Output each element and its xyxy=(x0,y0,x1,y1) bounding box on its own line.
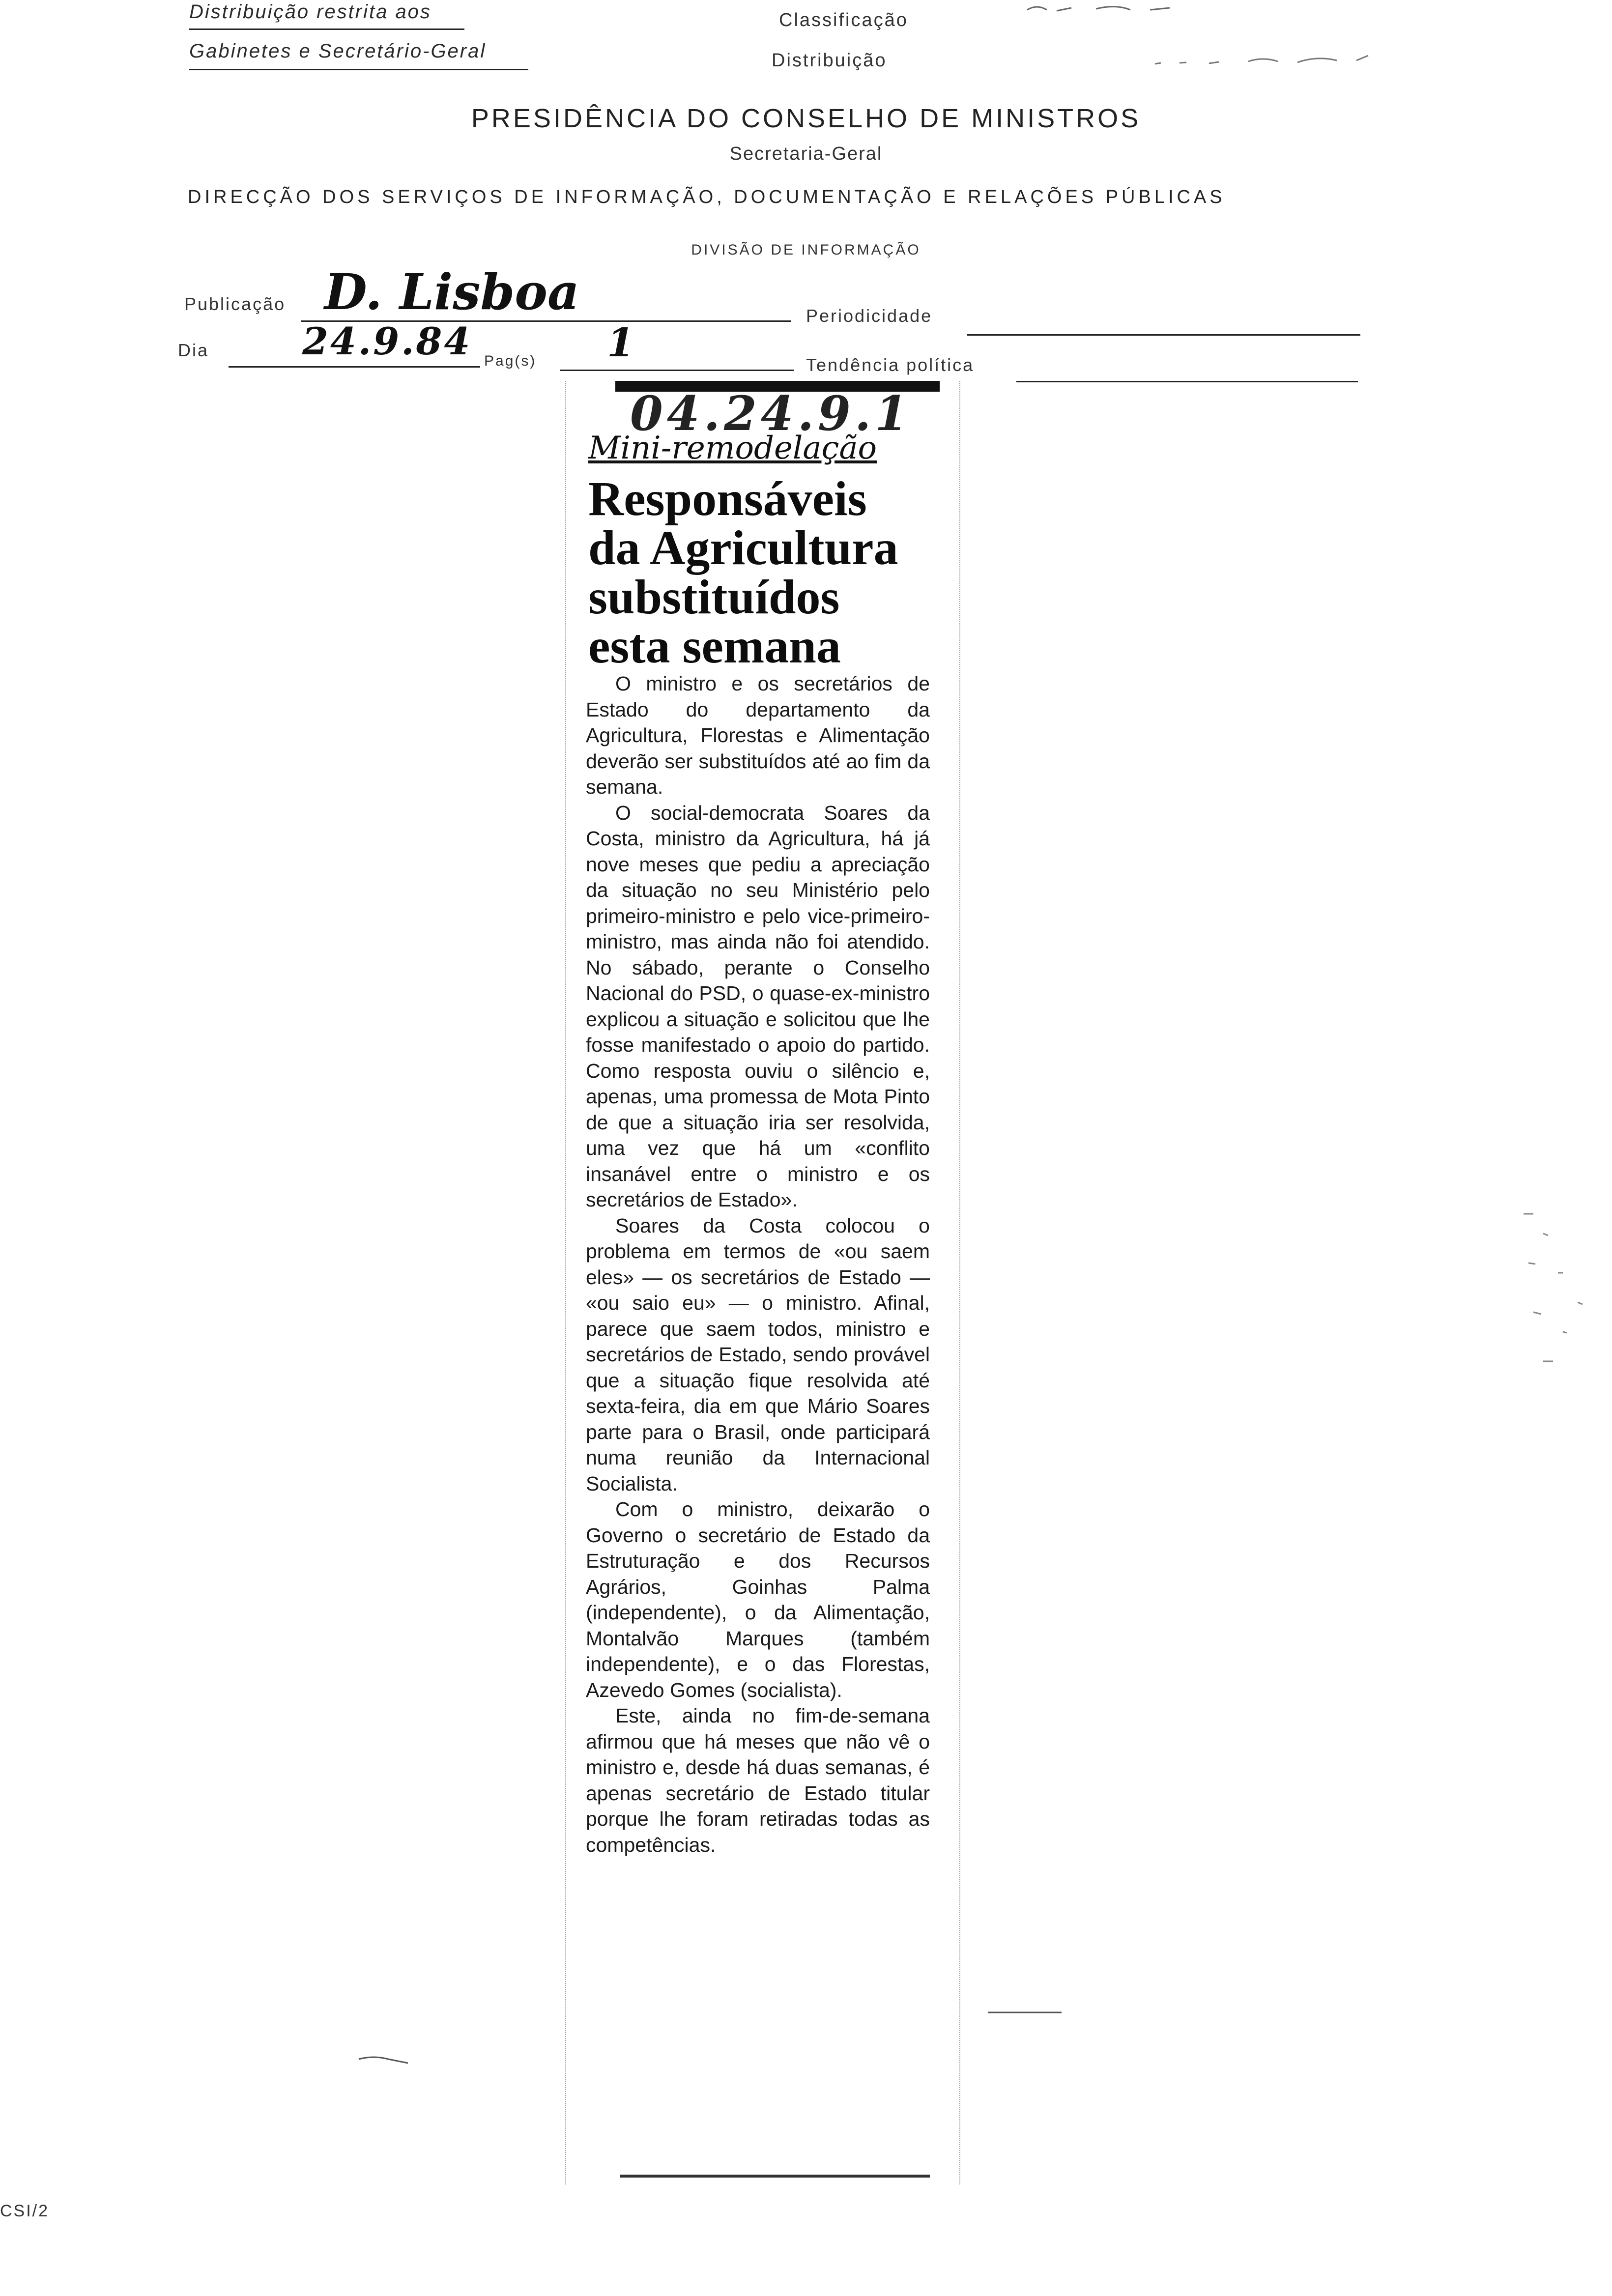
institution-title: PRESIDÊNCIA DO CONSELHO DE MINISTROS xyxy=(471,104,1141,133)
clipping-bottom-bar xyxy=(620,2175,930,2178)
publication-value: D. Lisboa xyxy=(324,263,579,321)
restriction-line-1: Distribuição restrita aos xyxy=(189,1,432,23)
day-line xyxy=(229,366,480,368)
clipping-stamp: 04.24.9.1 xyxy=(630,386,912,441)
margin-dash xyxy=(983,2005,1071,2020)
classification-label: Classificação xyxy=(779,10,908,30)
pages-label: Pag(s) xyxy=(484,353,537,369)
department-title: DIRECÇÃO DOS SERVIÇOS DE INFORMAÇÃO, DOCUMENTAÇÃO E RELAÇÕES PÚBLICAS xyxy=(188,187,1226,207)
article-kicker: Mini-remodelação xyxy=(588,430,877,466)
distribution-label: Distribuição xyxy=(772,50,887,71)
pages-value: 1 xyxy=(607,319,634,366)
tendency-label: Tendência política xyxy=(806,355,975,375)
tendency-line xyxy=(1016,381,1358,382)
footer-code: CSI/2 xyxy=(0,2202,50,2220)
restriction-line-2: Gabinetes e Secretário-Geral xyxy=(189,40,487,62)
day-label: Dia xyxy=(178,340,209,360)
headline-line-4: esta semana xyxy=(588,619,841,673)
headline-line-3: substituídos xyxy=(588,570,840,624)
article-paragraph: Este, ainda no fim-de-semana afirmou que há meses que não vê o ministro e, desde há duas semanas, é apenas secretário de Estado titular porque lhe foram retiradas todas as competências. xyxy=(586,1704,930,1856)
day-value: 24.9.84 xyxy=(302,319,472,363)
article-paragraph: Com o ministro, deixarão o Governo o secretário de Estado da Estruturação e dos Recursos Agrários, Goinhas Palma (independente), o da Alimentação, Montalvão Marques (também independente), e o das Florestas, Azevedo Gomes (socialista). xyxy=(586,1498,930,1701)
newspaper-clipping xyxy=(565,381,960,2184)
division-title: DIVISÃO DE INFORMAÇÃO xyxy=(691,242,921,258)
article-paragraph: O social-democrata Soares da Costa, ministro da Agricultura, há já nove meses que pediu a apreciação da situação no seu Ministério pelo primeiro-ministro e pelo vice-primeiro-ministro, mas ainda não foi atendido. No sábado, perante o Conselho Nacional do PSD, o quase-ex-ministro explicou a situação e solicitou que lhe fosse manifestado o apoio do partido. Como resposta ouviu o silêncio e, apenas, uma promessa de Mota Pinto de que a situação iria ser resolvida, uma vez que há um «conflito insanável entre o ministro e os secretários de Estado». xyxy=(586,801,930,1211)
headline-line-2: da Agricultura xyxy=(588,520,898,575)
classification-marks xyxy=(1022,0,1184,20)
pages-line xyxy=(560,370,794,371)
article-paragraph: Soares da Costa colocou o problema em termos de «ou saem eles» — os secretários de Estado — «ou saio eu» — o ministro. Afinal, parece que saem todos, ministro e secretários de Estado, sendo provável que a situação fique resolvida até sexta-feira, dia em que Mário Soares parte para o Brasil, onde participará numa reunião da Internacional Socialista. xyxy=(586,1214,930,1495)
margin-mark xyxy=(354,2049,418,2069)
headline-line-1: Responsáveis xyxy=(588,471,867,526)
article-paragraph: O ministro e os secretários de Estado do departamento da Agricultura, Florestas e Alimentação deverão ser substituídos até ao fim da semana. xyxy=(586,672,930,798)
restriction-underline-1 xyxy=(189,29,464,30)
scan-noise-marks xyxy=(1514,1204,1602,1391)
distribution-marks xyxy=(1150,47,1376,71)
periodicity-label: Periodicidade xyxy=(806,306,933,326)
secretariat-title: Secretaria-Geral xyxy=(729,144,883,164)
periodicity-line xyxy=(967,334,1360,336)
restriction-underline-2 xyxy=(189,69,528,70)
publication-label: Publicação xyxy=(184,294,286,314)
article-body xyxy=(586,671,930,1858)
